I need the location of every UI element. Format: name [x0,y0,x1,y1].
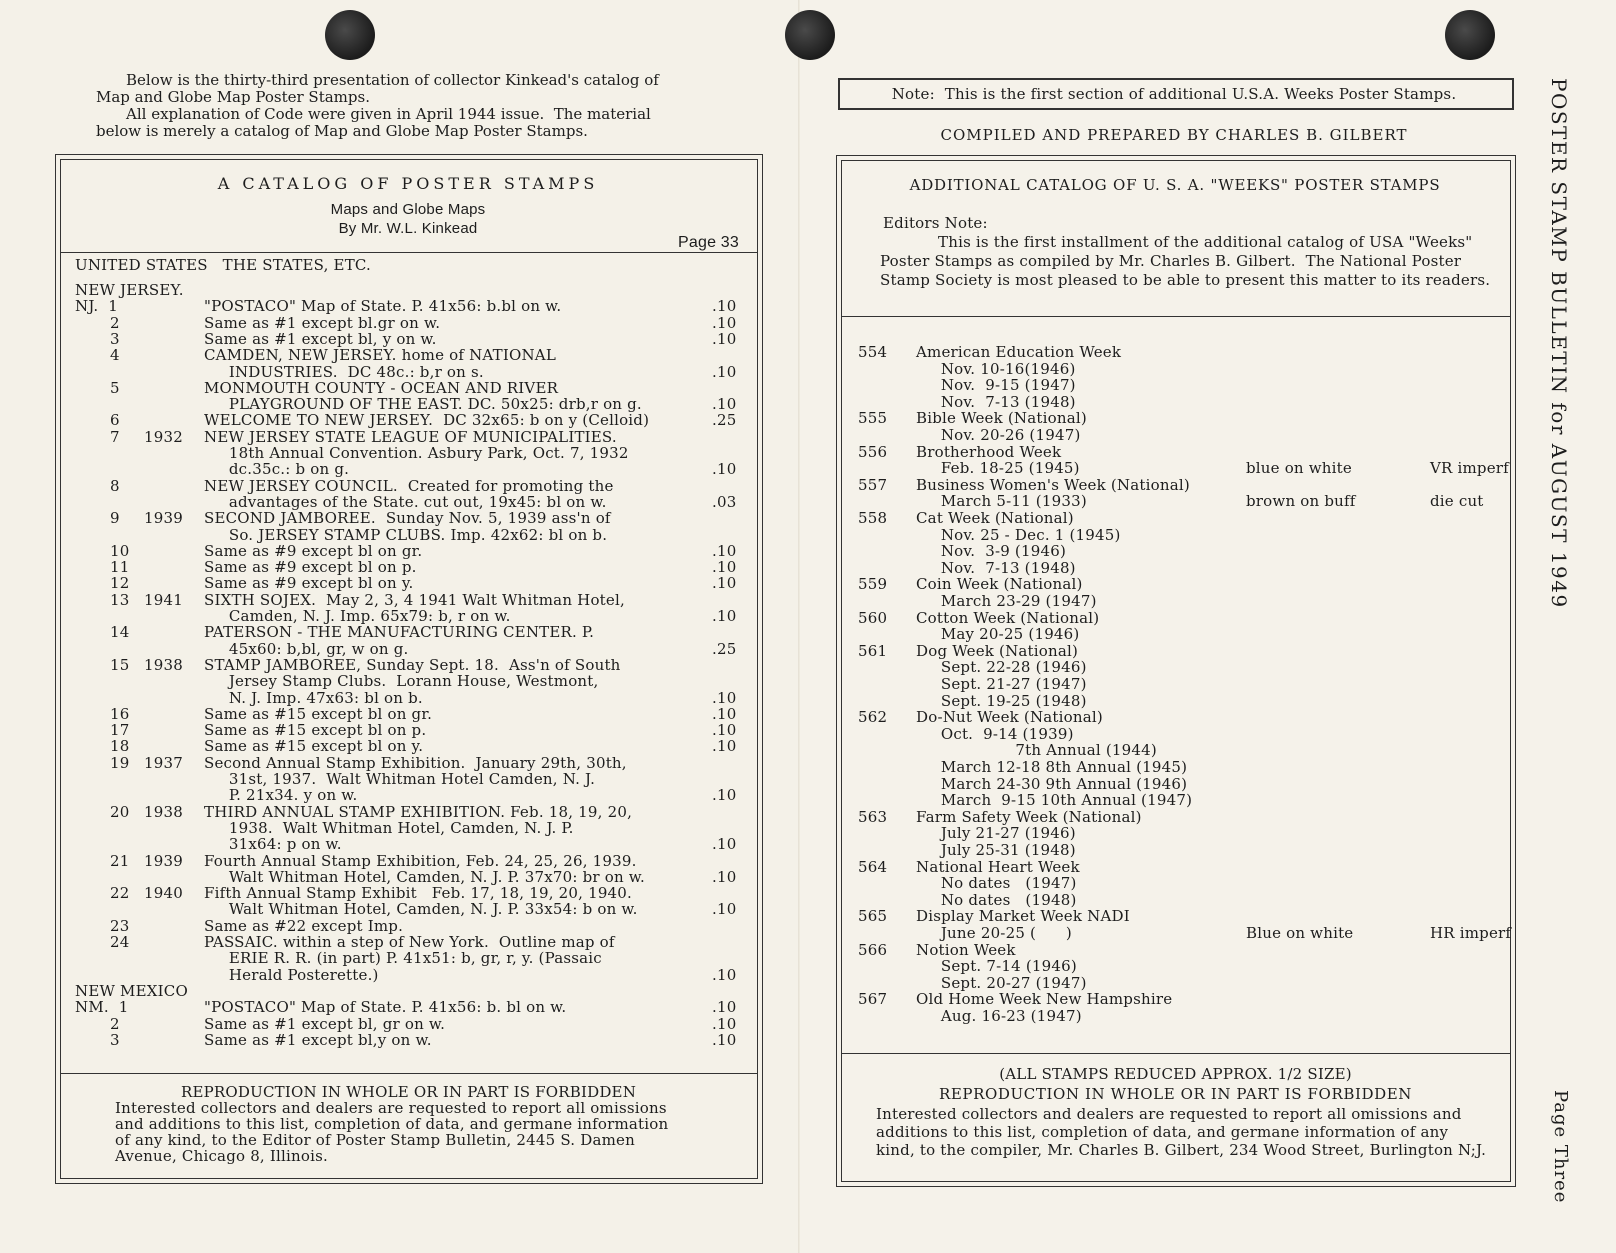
right-page [800,0,1616,1253]
entry-description: Walt Whitman Hotel, Camden, N. J. P. 33x54: b on w. [204,900,638,919]
page-number: Page 33 [678,234,740,251]
entry-number: NM. 1 [75,998,129,1017]
week-description: Nov. 20-26 (1947) [916,426,1081,444]
week-description: July 25-31 (1948) [916,841,1076,859]
entry-description: MONMOUTH COUNTY - OCEAN AND RIVER [204,378,559,397]
entry-price: .10 [712,541,737,560]
week-number: 557 [858,475,888,494]
week-number: 556 [858,442,888,461]
week-description: American Education Week [916,343,1122,361]
entry-number: 24 [110,933,130,951]
entry-description: WELCOME TO NEW JERSEY. DC 32x65: b on y (Celloid) [204,411,650,430]
entry-price: .10 [712,1014,737,1033]
week-number: 562 [858,708,888,727]
entry-number: 13 [110,590,130,609]
entry-description: "POSTACO" Map of State. P. 41x56: b. bl on w. [204,998,567,1017]
entry-price: .10 [712,704,737,723]
week-description: March 24-30 9th Annual (1946) [916,774,1188,793]
entry-price: .10 [712,297,737,316]
week-description: Nov. 7-13 (1948) [916,392,1076,411]
week-description: June 20-25 ( ) [916,924,1072,942]
week-number: 554 [858,343,888,361]
week-description: No dates (1947) [916,874,1077,893]
entry-description: Same as #1 except bl,y on w. [204,1030,432,1049]
entry-number: 2 [110,1014,120,1033]
entry-price: .10 [712,786,737,805]
entry-year: 1932 [144,427,183,446]
entry-description: Same as #9 except bl on p. [204,558,417,577]
entry-number: 7 [110,427,120,446]
week-description: Display Market Week NADI [916,907,1130,926]
week-description: Notion Week [916,940,1016,959]
entry-description: PATERSON - THE MANUFACTURING CENTER. P. [204,623,595,642]
state-heading: NEW MEXICO [75,981,188,1000]
entry-description: advantages of the State. cut out, 19x45: bl on w. [204,492,607,511]
binder-hole [1445,10,1495,60]
week-number: 567 [858,990,888,1009]
left-page [0,0,800,1253]
entry-description: dc.35c.: b on g. [204,460,350,479]
week-number: 565 [858,907,888,926]
footer-line: and additions to this list, completion of data, and germane information [115,1115,669,1133]
footer-notice: REPRODUCTION IN WHOLE OR IN PART IS FORBIDDEN [938,1085,1413,1103]
entry-number: 6 [110,411,120,430]
entry-price: .10 [712,607,737,625]
entry-description: Same as #22 except Imp. [204,916,404,935]
week-number: 566 [858,940,888,959]
editors-note-label: Editors Note: [883,214,988,232]
entry-price: .10 [712,329,737,348]
week-number: 563 [858,807,888,826]
entry-description: NEW JERSEY STATE LEAGUE OF MUNICIPALITIES. [204,427,617,446]
catalog-author: By Mr. W.L. Kinkead [338,220,478,237]
week-description: Sept. 19-25 (1948) [916,691,1087,710]
entry-year: 1941 [144,590,183,609]
entry-number: 4 [110,346,120,365]
entry-number: 15 [110,655,130,674]
bulletin-side-title: POSTER STAMP BULLETIN for AUGUST 1949 [1547,78,1571,609]
entry-number: 3 [110,329,120,348]
week-description: Nov. 3-9 (1946) [916,542,1066,561]
entry-number: 17 [110,721,130,740]
stamp-color: Blue on white [1246,924,1354,942]
week-description: March 9-15 10th Annual (1947) [916,791,1193,810]
week-description: Nov. 9-15 (1947) [916,376,1076,395]
stamp-color: brown on buff [1246,492,1356,511]
entry-description: Same as #9 except bl on y. [204,574,414,593]
week-number: 560 [858,608,888,627]
entry-description: CAMDEN, NEW JERSEY. home of NATIONAL [204,346,556,365]
week-description: March 23-29 (1947) [916,592,1097,610]
entry-number: 20 [110,802,130,821]
entry-description: P. 21x34. y on w. [204,786,358,805]
compiled-by: COMPILED AND PREPARED BY CHARLES B. GILBERT [940,126,1408,144]
entry-price: .10 [712,460,737,479]
entry-description: Same as #1 except bl, gr on w. [204,1014,446,1033]
entry-year: 1940 [144,884,183,903]
week-description: Sept. 20-27 (1947) [916,973,1087,992]
entry-number: 16 [110,704,130,723]
week-description: Coin Week (National) [916,575,1083,594]
entry-price: .10 [712,867,737,886]
entry-description: Same as #15 except bl on gr. [204,704,433,723]
entry-price: .25 [712,411,737,430]
entry-number: NJ. 1 [75,297,119,316]
entry-price: .25 [712,639,737,658]
stamp-type: VR imperf [1430,459,1509,478]
entry-description: THIRD ANNUAL STAMP EXHIBITION. Feb. 18, 19, 20, [204,802,633,821]
entry-description: Same as #9 except bl on gr. [204,541,423,560]
entry-price: .10 [712,721,737,740]
week-description: Do-Nut Week (National) [916,708,1103,727]
entry-description: PLAYGROUND OF THE EAST. DC. 50x25: drb,r on g. [204,395,642,414]
footer-notice: (ALL STAMPS REDUCED APPROX. 1/2 SIZE) [999,1065,1352,1083]
editors-note-line: Poster Stamps as compiled by Mr. Charles B. Gilbert. The National Poster [880,252,1462,270]
entry-number: 2 [110,313,120,332]
week-description: Old Home Week New Hampshire [916,990,1173,1009]
entry-description: NEW JERSEY COUNCIL. Created for promoting the [204,476,614,495]
entry-description: N. J. Imp. 47x63: bl on b. [204,688,423,707]
entry-description: PASSAIC. within a step of New York. Outline map of [204,933,615,951]
divider [60,252,757,253]
entry-price: .03 [712,492,737,511]
entry-description: 31x64: p on w. [204,835,342,854]
week-number: 558 [858,509,888,527]
week-description: Bible Week (National) [916,409,1087,428]
week-description: Oct. 9-14 (1939) [916,724,1074,743]
entry-year: 1938 [144,802,183,821]
entry-price: .10 [712,965,737,984]
entry-year: 1938 [144,655,183,674]
intro-line: All explanation of Code were given in April 1944 issue. The material [126,105,651,123]
entry-year: 1939 [144,509,183,528]
divider [841,1053,1510,1054]
week-number: 559 [858,575,888,594]
week-description: May 20-25 (1946) [916,625,1080,644]
entry-description: SIXTH SOJEX. May 2, 3, 4 1941 Walt Whitman Hotel, [204,590,625,609]
week-number: 555 [858,409,888,428]
entry-number: 11 [110,558,130,577]
week-description: National Heart Week [916,857,1080,876]
footer-line: Avenue, Chicago 8, Illinois. [115,1147,328,1165]
entry-number: 10 [110,541,130,560]
week-description: Cat Week (National) [916,509,1074,527]
entry-description: Jersey Stamp Clubs. Lorann House, Westmont, [204,672,599,691]
week-description: March 5-11 (1933) [916,492,1087,511]
intro-text [96,72,736,140]
entry-price: .10 [712,737,737,756]
binder-hole [785,10,835,60]
week-description: Sept. 21-27 (1947) [916,675,1087,693]
catalog-title: ADDITIONAL CATALOG OF U. S. A. "WEEKS" POSTER STAMPS [909,176,1441,194]
entry-price: .10 [712,835,737,854]
entry-number: 18 [110,737,130,756]
entry-number: 21 [110,851,130,870]
editors-note-line: This is the first installment of the additional catalog of USA "Weeks" [938,233,1473,251]
entry-number: 12 [110,574,130,593]
week-description: March 12-18 8th Annual (1945) [916,758,1188,776]
entry-description: Camden, N. J. Imp. 65x79: b, r on w. [204,607,511,625]
week-number: 561 [858,641,888,660]
entry-description: "POSTACO" Map of State. P. 41x56: b.bl on w. [204,297,562,316]
entry-year: 1937 [144,753,183,772]
stamp-type: die cut [1430,492,1484,511]
side-page-label: Page Three [1550,1090,1571,1204]
binder-hole [325,10,375,60]
entry-description: Fifth Annual Stamp Exhibit Feb. 17, 18, 19, 20, 1940. [204,884,633,903]
entry-description: 1938. Walt Whitman Hotel, Camden, N. J. P. [204,818,574,837]
entry-description: Same as #1 except bl, y on w. [204,329,437,348]
entry-description: ERIE R. R. (in part) P. 41x51: b, gr, r, y. (Passaic [204,949,602,968]
entry-description: INDUSTRIES. DC 48c.: b,r on s. [204,362,484,381]
week-description: No dates (1948) [916,890,1077,909]
entry-description: Fourth Annual Stamp Exhibition, Feb. 24, 25, 26, 1939. [204,851,637,870]
week-description: Nov. 25 - Dec. 1 (1945) [916,525,1121,544]
stamp-type: HR imperf [1430,924,1512,942]
state-heading: NEW JERSEY. [75,281,184,299]
entry-price: .10 [712,362,737,381]
entry-number: 14 [110,623,130,642]
entry-number: 22 [110,884,130,903]
entry-description: Same as #1 except bl.gr on w. [204,313,441,332]
entry-number: 8 [110,476,120,495]
entry-price: .10 [712,313,737,332]
week-description: Sept. 22-28 (1946) [916,658,1087,677]
footer-line: additions to this list, completion of data, and germane information of any [876,1123,1449,1141]
divider [841,316,1510,317]
editors-note-line: Stamp Society is most pleased to be able to present this matter to its readers. [880,271,1491,289]
entry-price: .10 [712,900,737,919]
catalog-title: A CATALOG OF POSTER STAMPS [217,174,599,193]
week-description: Feb. 18-25 (1945) [916,459,1080,478]
entry-description: Same as #15 except bl on y. [204,737,424,756]
week-description: July 21-27 (1946) [916,824,1076,843]
entry-description: Walt Whitman Hotel, Camden, N. J. P. 37x70: br on w. [204,867,646,886]
week-description: Brotherhood Week [916,442,1062,461]
intro-line: Map and Globe Map Poster Stamps. [96,88,370,106]
footer-line: kind, to the compiler, Mr. Charles B. Gilbert, 234 Wood Street, Burlington N;J. [876,1141,1487,1159]
week-number: 564 [858,857,888,876]
footer-line: Interested collectors and dealers are requested to report all omissions and [876,1105,1462,1123]
entry-number: 23 [110,916,130,935]
entry-price: .10 [712,998,737,1017]
entry-year: 1939 [144,851,183,870]
entry-description: Same as #15 except bl on p. [204,721,427,740]
entry-price: .10 [712,574,737,593]
entry-number: 3 [110,1030,120,1049]
entry-price: .10 [712,688,737,707]
entry-number: 19 [110,753,130,772]
stamp-color: blue on white [1246,459,1352,478]
entry-price: .10 [712,558,737,577]
footer-line: Interested collectors and dealers are requested to report all omissions [115,1099,667,1117]
week-description: Aug. 16-23 (1947) [916,1007,1082,1025]
footer-notice: REPRODUCTION IN WHOLE OR IN PART IS FORBIDDEN [180,1083,637,1101]
entry-number: 9 [110,509,120,528]
entry-price: .10 [712,395,737,414]
entry-description: SECOND JAMBOREE. Sunday Nov. 5, 1939 ass'n of [204,509,611,528]
entry-price: .10 [712,1030,737,1049]
week-description: Dog Week (National) [916,641,1079,660]
week-description: 7th Annual (1944) [916,741,1157,760]
catalog-subtitle: Maps and Globe Maps [330,201,486,218]
week-description: Cotton Week (National) [916,608,1100,627]
week-description: Nov. 7-13 (1948) [916,558,1076,577]
entry-description: STAMP JAMBOREE, Sunday Sept. 18. Ass'n of South [204,655,621,674]
entry-description: So. JERSEY STAMP CLUBS. Imp. 42x62: bl on b. [204,525,608,544]
week-description: Sept. 7-14 (1946) [916,957,1077,976]
week-description: Farm Safety Week (National) [916,807,1142,826]
entry-description: 31st, 1937. Walt Whitman Hotel Camden, N. J. [204,770,596,788]
section-header: UNITED STATES THE STATES, ETC. [75,256,372,274]
entry-description: 18th Annual Convention. Asbury Park, Oct. 7, 1932 [204,444,629,462]
entry-description: Second Annual Stamp Exhibition. January 29th, 30th, [204,753,627,772]
week-description: Nov. 10-16(1946) [916,359,1076,378]
divider [60,1073,757,1074]
footer-line: of any kind, to the Editor of Poster Stamp Bulletin, 2445 S. Damen [115,1131,635,1149]
note-text: Note: This is the first section of additional U.S.A. Weeks Poster Stamps. [891,85,1457,103]
entry-number: 5 [110,378,120,397]
entry-description: Herald Posterette.) [204,965,379,984]
intro-line: below is merely a catalog of Map and Globe Map Poster Stamps. [96,122,588,140]
intro-line: Below is the thirty-third presentation of collector Kinkead's catalog of [126,71,659,89]
entry-description: 45x60: b,bl, gr, w on g. [204,639,409,658]
week-description: Business Women's Week (National) [916,475,1190,494]
